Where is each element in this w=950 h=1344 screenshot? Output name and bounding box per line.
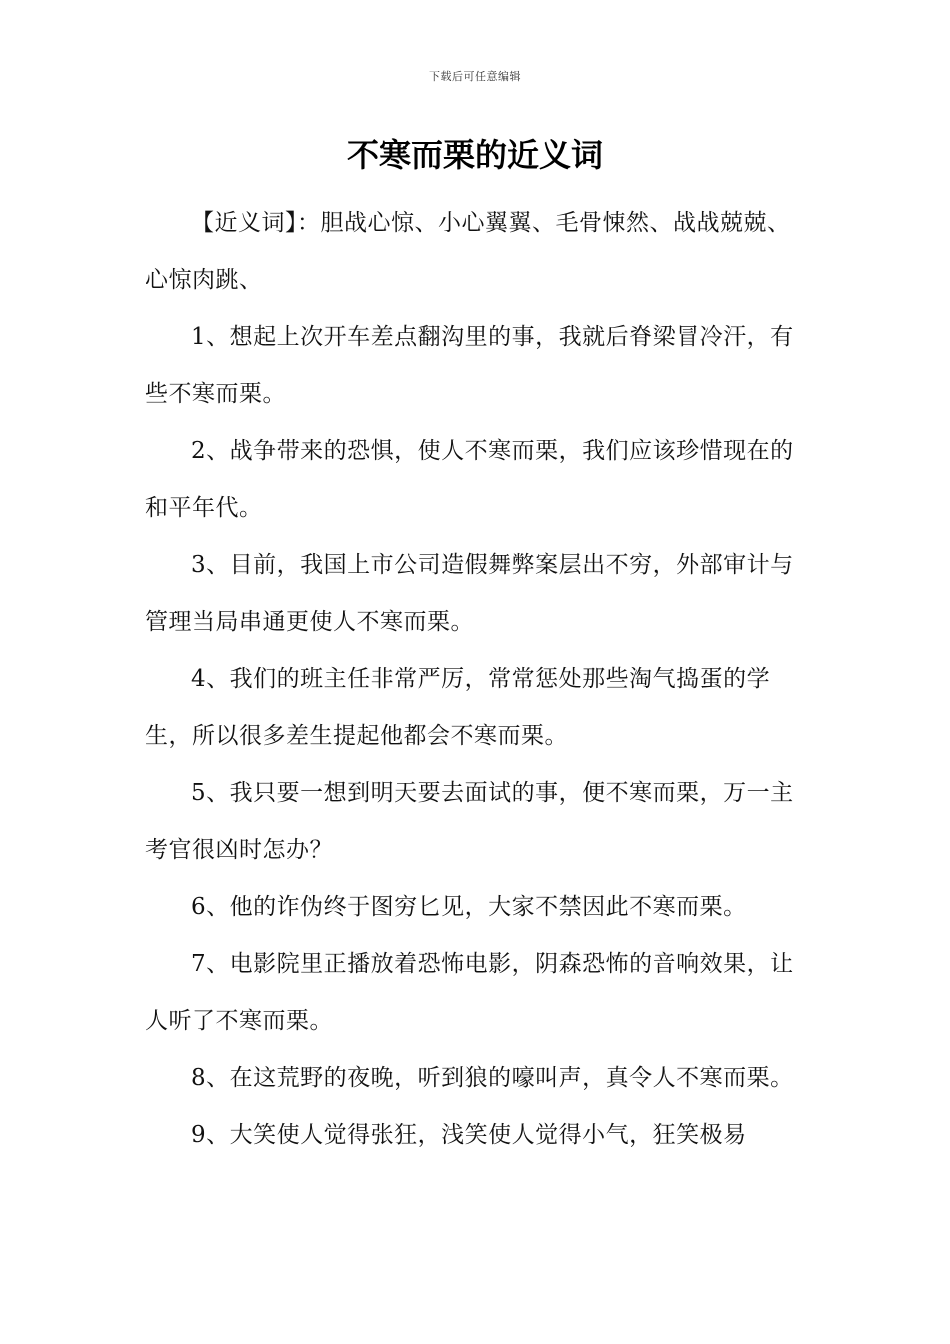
document-title: 不寒而栗的近义词	[346, 136, 603, 174]
example-sentence-7: 7、电影院里正播放着恐怖电影，阴森恐怖的音响效果，让人听了不寒而栗。	[145, 951, 794, 1034]
example-sentence-4: 4、我们的班主任非常严厉，常常惩处那些淘气捣蛋的学生，所以很多差生提起他都会不寒而栗。	[145, 666, 771, 749]
document-body	[145, 195, 810, 1164]
example-sentence-9: 9、大笑使人觉得张狂，浅笑使人觉得小气，狂笑极易	[191, 1122, 747, 1148]
example-sentence-3: 3、目前，我国上市公司造假舞弊案层出不穷，外部审计与管理当局串通更使人不寒而栗。	[145, 552, 794, 635]
synonyms-paragraph: 【近义词】：胆战心惊、小心翼翼、毛骨悚然、战战兢兢、心惊肉跳、	[145, 210, 791, 293]
example-sentence-1: 1、想起上次开车差点翻沟里的事，我就后脊梁冒冷汗，有些不寒而栗。	[145, 324, 794, 407]
header-note: 下载后可任意编辑	[429, 70, 521, 83]
example-sentence-8: 8、在这荒野的夜晚，听到狼的嚎叫声，真令人不寒而栗。	[191, 1065, 794, 1091]
example-sentence-5: 5、我只要一想到明天要去面试的事，便不寒而栗，万一主考官很凶时怎办？	[145, 780, 794, 863]
example-sentence-6: 6、他的诈伪终于图穷匕见，大家不禁因此不寒而栗。	[191, 894, 747, 920]
example-sentence-2: 2、战争带来的恐惧，使人不寒而栗，我们应该珍惜现在的和平年代。	[145, 438, 794, 521]
